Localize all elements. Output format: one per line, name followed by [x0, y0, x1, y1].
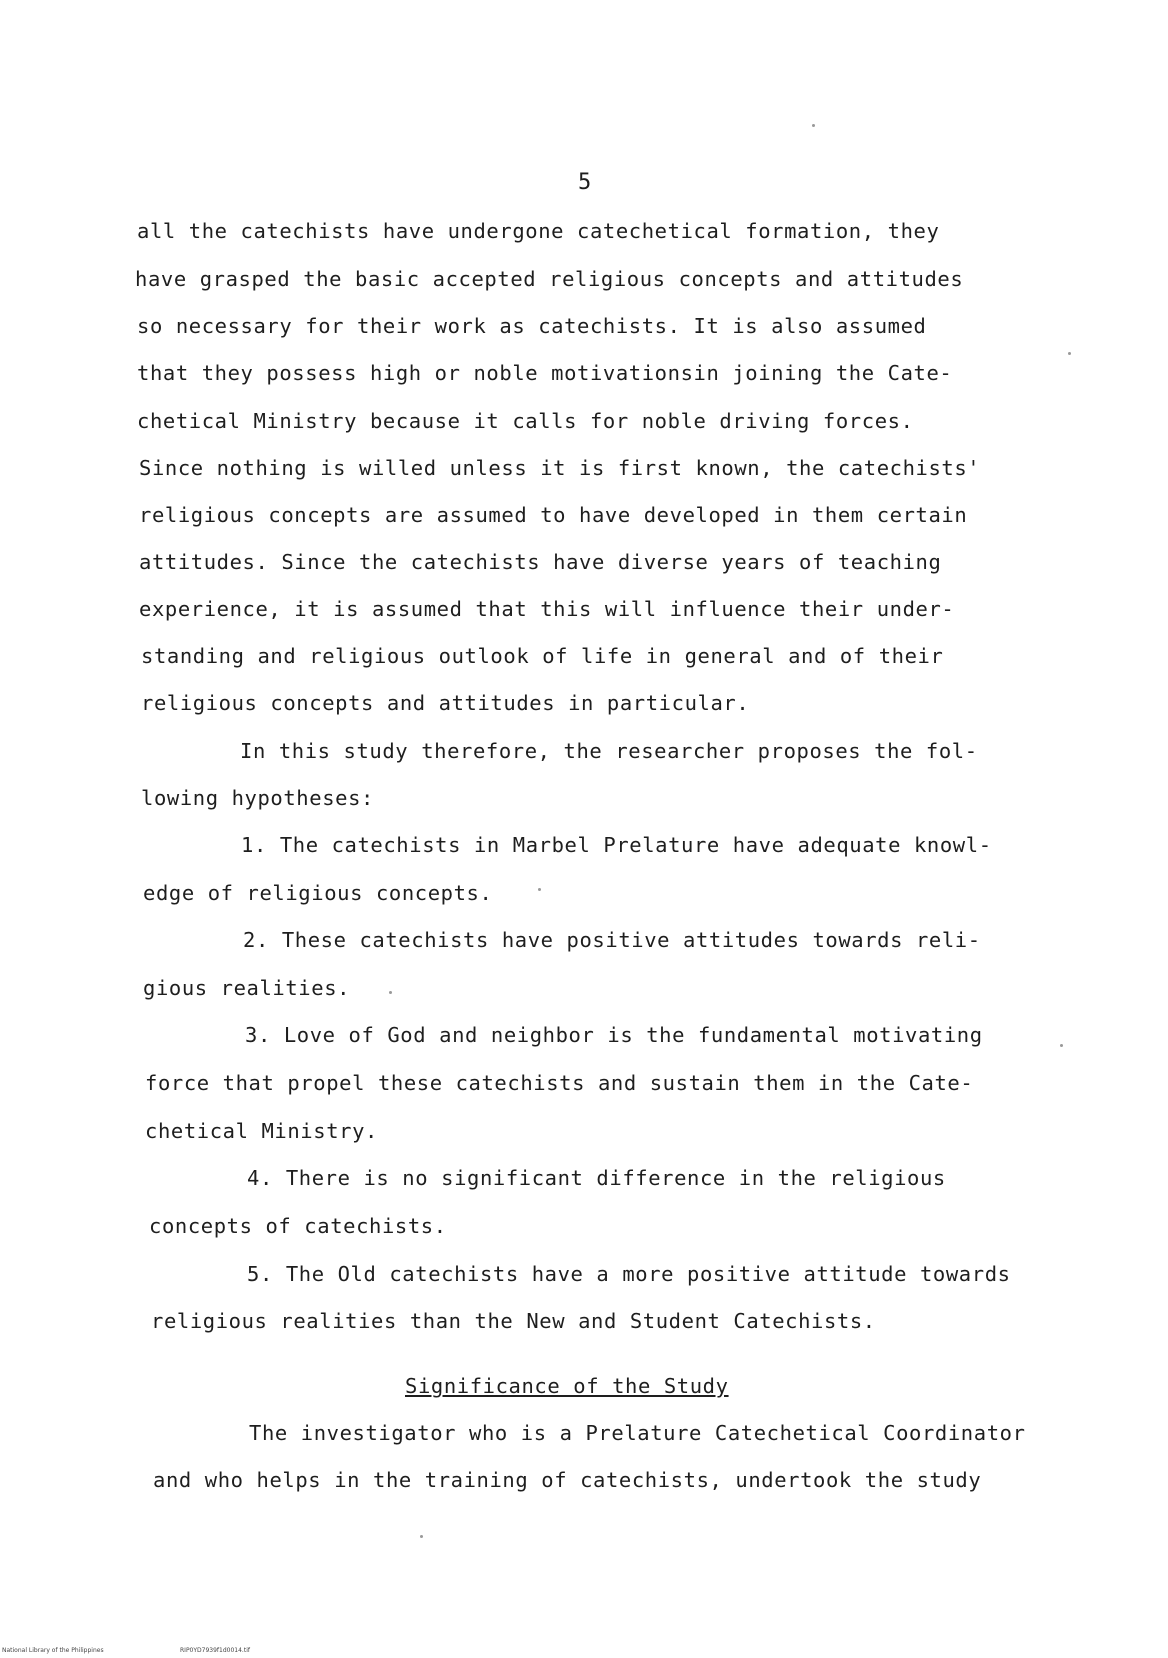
text-line: lowing hypotheses:: [141, 786, 374, 810]
scan-speck: [1060, 1044, 1063, 1047]
text-line: have grasped the basic accepted religious concepts and attitudes: [135, 267, 964, 291]
text-line: so necessary for their work as catechists. It is also assumed: [137, 314, 927, 338]
hypothesis-line: 2. These catechists have positive attitudes towards reli-: [243, 928, 981, 952]
hypothesis-line: chetical Ministry.: [145, 1119, 378, 1143]
page-number: 5: [578, 170, 592, 195]
hypothesis-line: 1. The catechists in Marbel Prelature have adequate knowl-: [241, 833, 992, 857]
scan-speck: [1068, 352, 1071, 355]
hypothesis-line: 5. The Old catechists have a more positive attitude towards: [247, 1262, 1011, 1286]
footer-filename: RIP0YD7939f1d0014.tif: [180, 1647, 250, 1654]
hypothesis-line: gious realities.: [143, 976, 351, 1000]
scan-speck: [389, 991, 392, 994]
footer-library: National Library of the Philippines: [2, 1647, 104, 1654]
scan-speck: [538, 888, 541, 891]
text-line: experience, it is assumed that this will influence their under-: [139, 597, 955, 621]
text-line: chetical Ministry because it calls for noble driving forces.: [137, 409, 914, 433]
scan-speck: [812, 124, 815, 127]
hypothesis-line: force that propel these catechists and sustain them in the Cate-: [145, 1071, 974, 1095]
text-line: attitudes. Since the catechists have diverse years of teaching: [139, 550, 942, 574]
text-line: standing and religious outlook of life in general and of their: [141, 644, 944, 668]
text-line: The investigator who is a Prelature Catechetical Coordinator: [249, 1421, 1026, 1445]
text-line: religious concepts are assumed to have developed in them certain: [139, 503, 968, 527]
text-line: that they possess high or noble motivationsin joining the Cate-: [137, 361, 953, 385]
scan-speck: [420, 1535, 423, 1538]
text-line: In this study therefore, the researcher proposes the fol-: [240, 739, 978, 763]
hypothesis-line: concepts of catechists.: [149, 1214, 447, 1238]
text-line: Since nothing is willed unless it is first known, the catechists': [139, 456, 981, 480]
hypothesis-line: edge of religious concepts.: [143, 881, 493, 905]
text-line: all the catechists have undergone catechetical formation, they: [137, 219, 940, 243]
hypothesis-line: religious realities than the New and Student Catechists.: [151, 1309, 876, 1333]
hypothesis-line: 3. Love of God and neighbor is the fundamental motivating: [245, 1023, 983, 1047]
text-line: and who helps in the training of catechists, undertook the study: [153, 1468, 982, 1492]
hypothesis-line: 4. There is no significant difference in the religious: [247, 1166, 946, 1190]
section-heading: Significance of the Study: [405, 1374, 729, 1398]
text-line: religious concepts and attitudes in particular.: [141, 691, 750, 715]
